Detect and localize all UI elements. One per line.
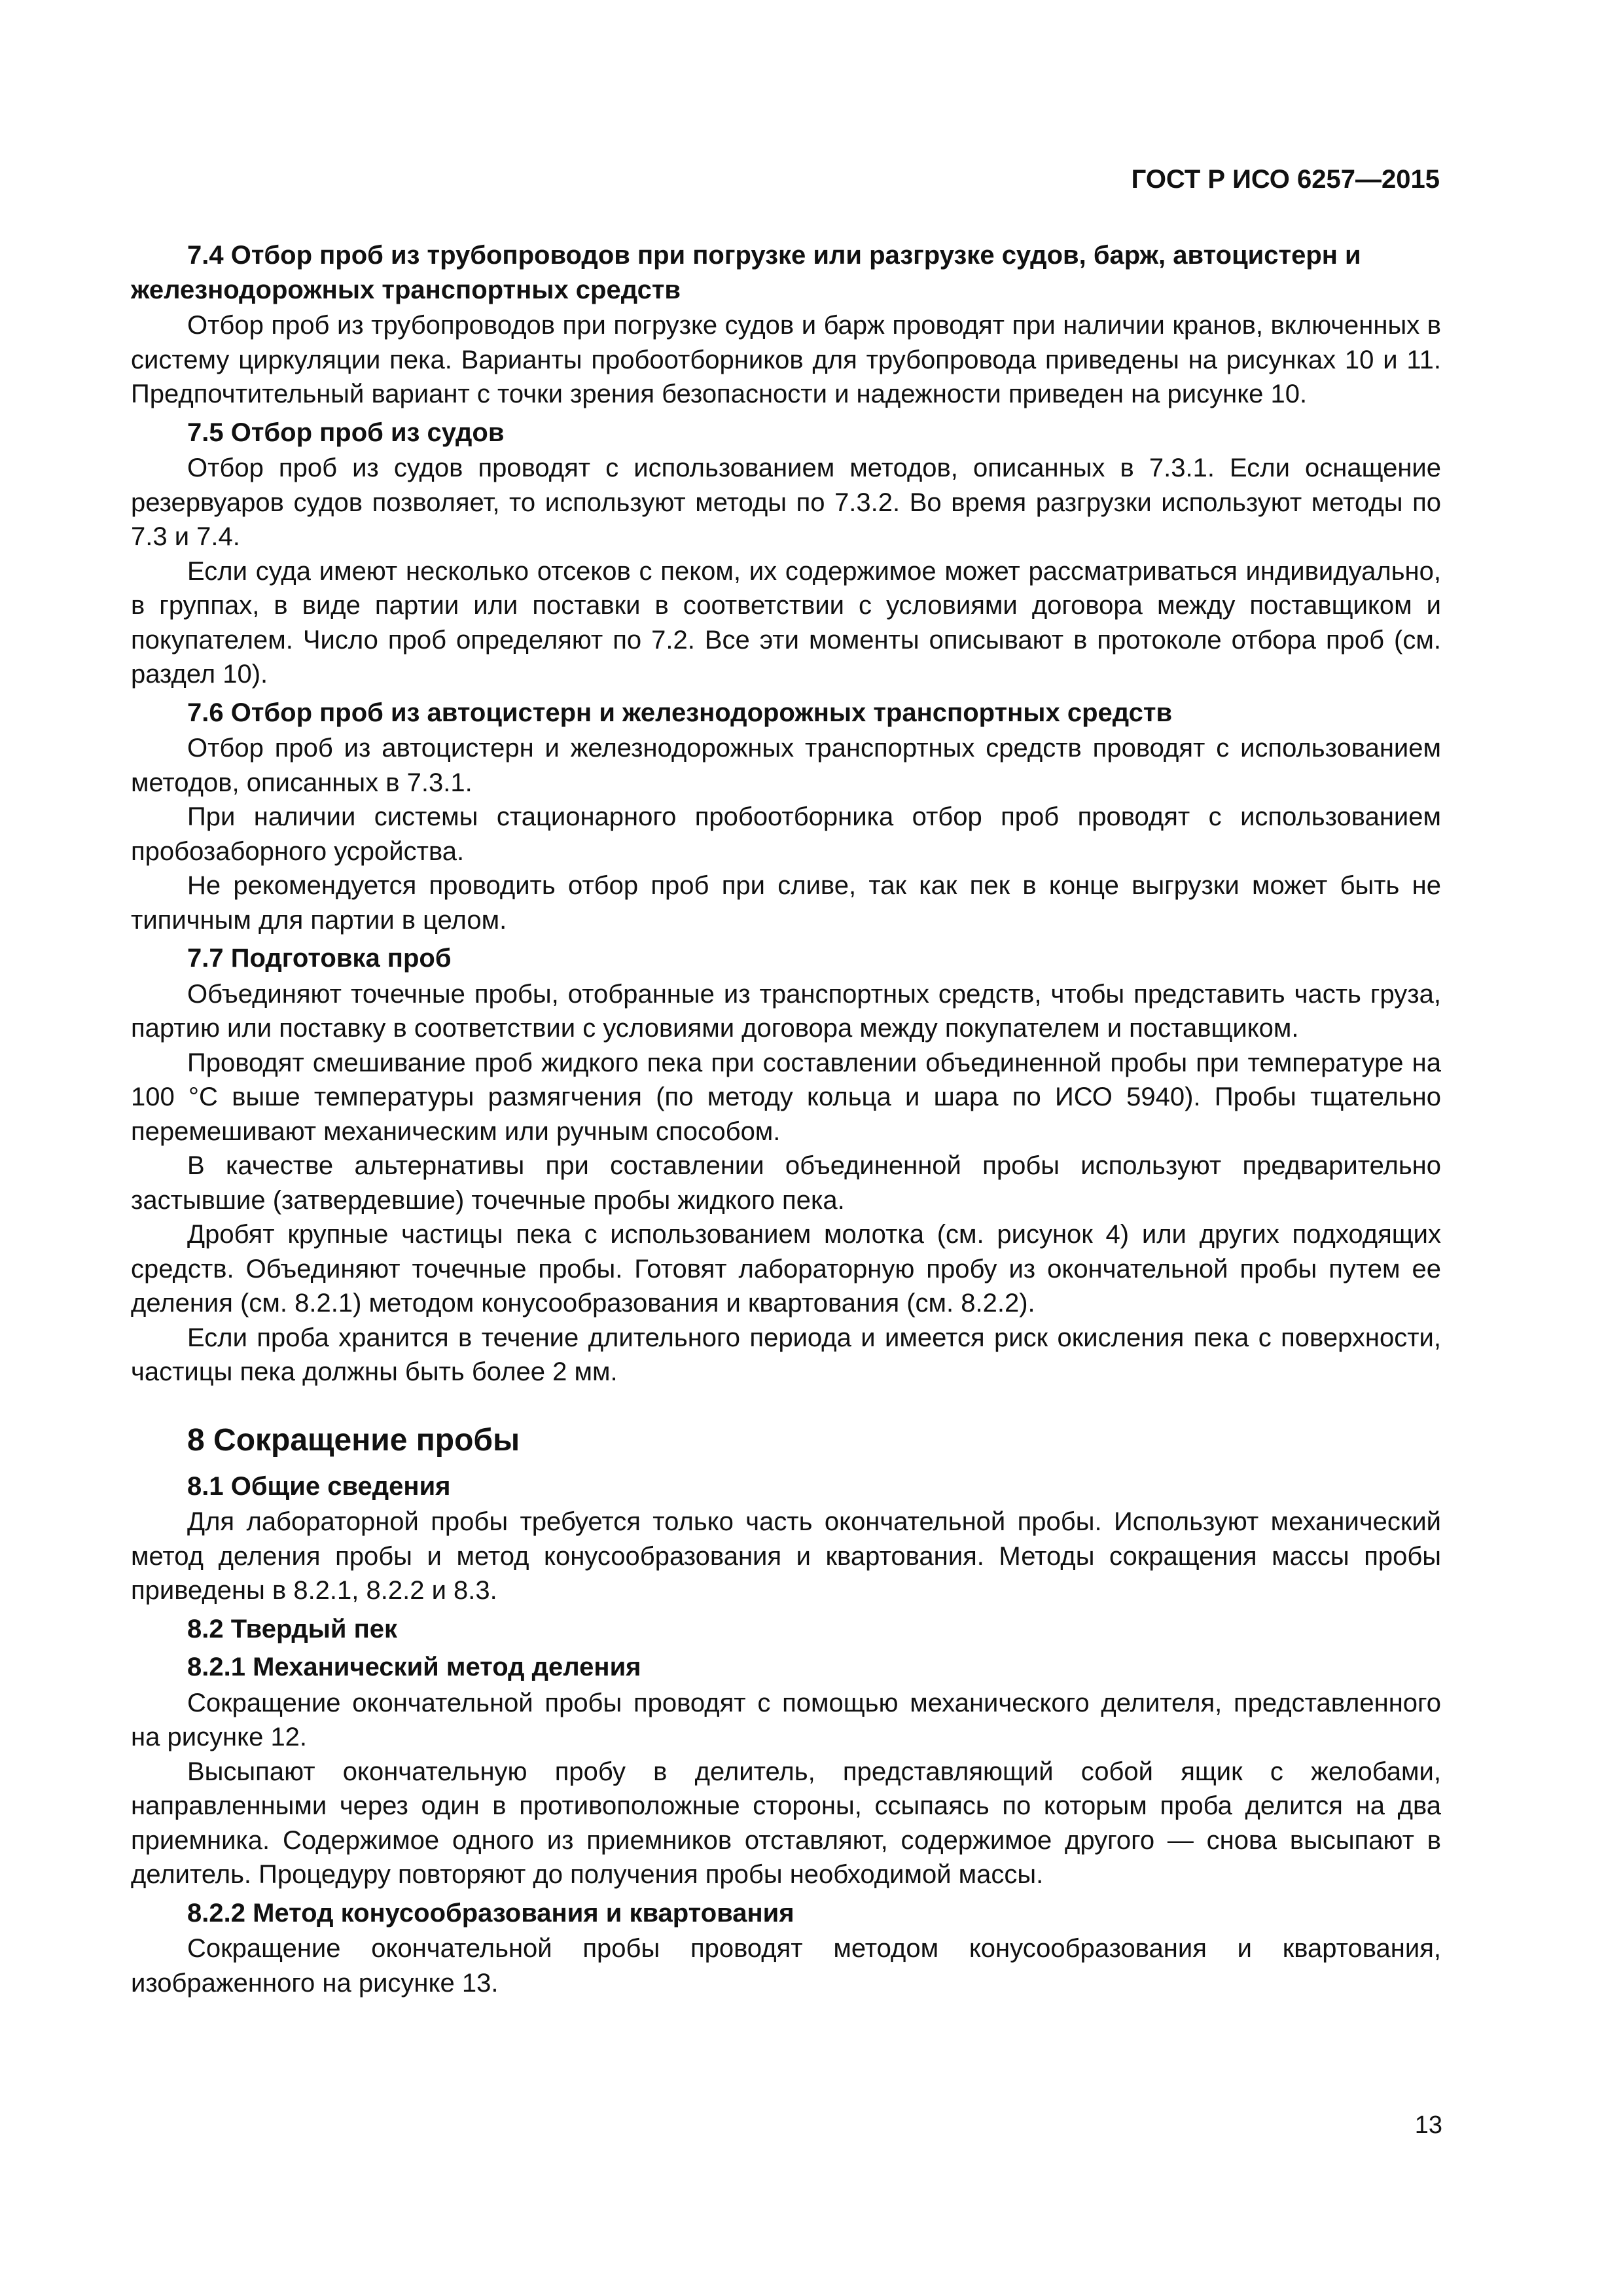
document-designation: ГОСТ Р ИСО 6257—2015 xyxy=(1131,165,1440,194)
section-heading: 8 Сокращение пробы xyxy=(187,1422,520,1458)
paragraph: Для лабораторной пробы требуется только часть окончательной пробы. Используют механический метод деления пробы и метод конусообразования и квартования. Методы сокращения массы пробы приведены в 8.2.1, 8.2.2 и 8.3. xyxy=(131,1507,1441,1605)
paragraph: Не рекомендуется проводить отбор проб при сливе, так как пек в конце выгрузки может быть не типичным для партии в целом. xyxy=(131,871,1441,935)
paragraph: Отбор проб из судов проводят с использованием методов, описанных в 7.3.1. Если оснащение резервуаров судов позволяет, то используют методы по 7.3.2. Во время разгрузки используют методы по 7.3 и 7.4. xyxy=(131,454,1441,551)
paragraph: Объединяют точечные пробы, отобранные из транспортных средств, чтобы представить часть груза, партию или поставку в соответствии с условиями договора между покупателем и поставщиком. xyxy=(131,979,1441,1043)
paragraph: Сокращение окончательной пробы проводят методом конусообразования и квартования, изображенного на рисунке 13. xyxy=(131,1934,1441,1998)
document-body xyxy=(131,234,1441,2000)
paragraph: Высыпают окончательную пробу в делитель, представляющий собой ящик с желобами, направленными через один в противоположные стороны, ссыпаясь по которым проба делится на два приемника. Содержимое одного из приемников отставляют, содержимое другого — снова высыпают в делитель. Процедуру повторяют до получения пробы необходимой массы. xyxy=(131,1757,1441,1889)
page-number: 13 xyxy=(1414,2111,1442,2139)
paragraph: Если проба хранится в течение длительного периода и имеется риск окисления пека с поверхности, частицы пека должны быть более 2 мм. xyxy=(131,1323,1441,1386)
paragraph: В качестве альтернативы при составлении объединенной пробы используют предварительно застывшие (затвердевшие) точечные пробы жидкого пека. xyxy=(131,1151,1441,1215)
subsection-heading: 8.2 Твердый пек xyxy=(187,1614,398,1643)
subsection-heading: 7.7 Подготовка проб xyxy=(187,944,452,973)
paragraph: Если суда имеют несколько отсеков с пеком, их содержимое может рассматриваться индивидуально, в группах, в виде партии или поставки в соответствии с условиями договора между поставщиком и покупателем. Число проб определяют по 7.2. Все эти моменты описывают в протоколе отбора проб (см. раздел 10). xyxy=(131,556,1441,689)
paragraph: Дробят крупные частицы пека с использованием молотка (см. рисунок 4) или других подходящих средств. Объединяют точечные пробы. Готовят лабораторную пробу из окончательной пробы путем ее деления (см. 8.2.1) методом конусообразования и квартования (см. 8.2.2). xyxy=(131,1220,1441,1318)
subsection-heading: 8.1 Общие сведения xyxy=(187,1471,451,1501)
subsection-heading: 8.2.2 Метод конусообразования и квартования xyxy=(187,1898,794,1928)
paragraph: При наличии системы стационарного пробоотборника отбор проб проводят с использованием пробозаборного усройства. xyxy=(131,802,1441,866)
subsection-heading: 7.6 Отбор проб из автоцистерн и железнодорожных транспортных средств xyxy=(187,698,1173,727)
paragraph: Отбор проб из трубопроводов при погрузке судов и барж проводят при наличии кранов, включенных в систему циркуляции пека. Варианты пробоотборников для трубопровода приведены на рисунках 10 и 11. Предпочтительный вариант с точки зрения безопасности и надежности приведен на рисунке 10. xyxy=(131,311,1441,408)
paragraph: Отбор проб из автоцистерн и железнодорожных транспортных средств проводят с использованием методов, описанных в 7.3.1. xyxy=(131,734,1441,797)
paragraph: Проводят смешивание проб жидкого пека при составлении объединенной пробы при температуре на 100 °С выше температуры размягчения (по методу кольца и шара по ИСО 5940). Пробы тщательно перемешивают механическим или ручным способом. xyxy=(131,1048,1441,1146)
subsection-heading: 7.5 Отбор проб из судов xyxy=(187,418,505,447)
subsection-heading: 8.2.1 Механический метод деления xyxy=(187,1653,641,1681)
paragraph: Сокращение окончательной пробы проводят с помощью механического делителя, представленного на рисунке 12. xyxy=(131,1688,1441,1751)
subsection-heading: 7.4 Отбор проб из трубопроводов при погрузке или разгрузке судов, барж, автоцистерн и железнодорожных транспортных средств xyxy=(131,241,1361,304)
